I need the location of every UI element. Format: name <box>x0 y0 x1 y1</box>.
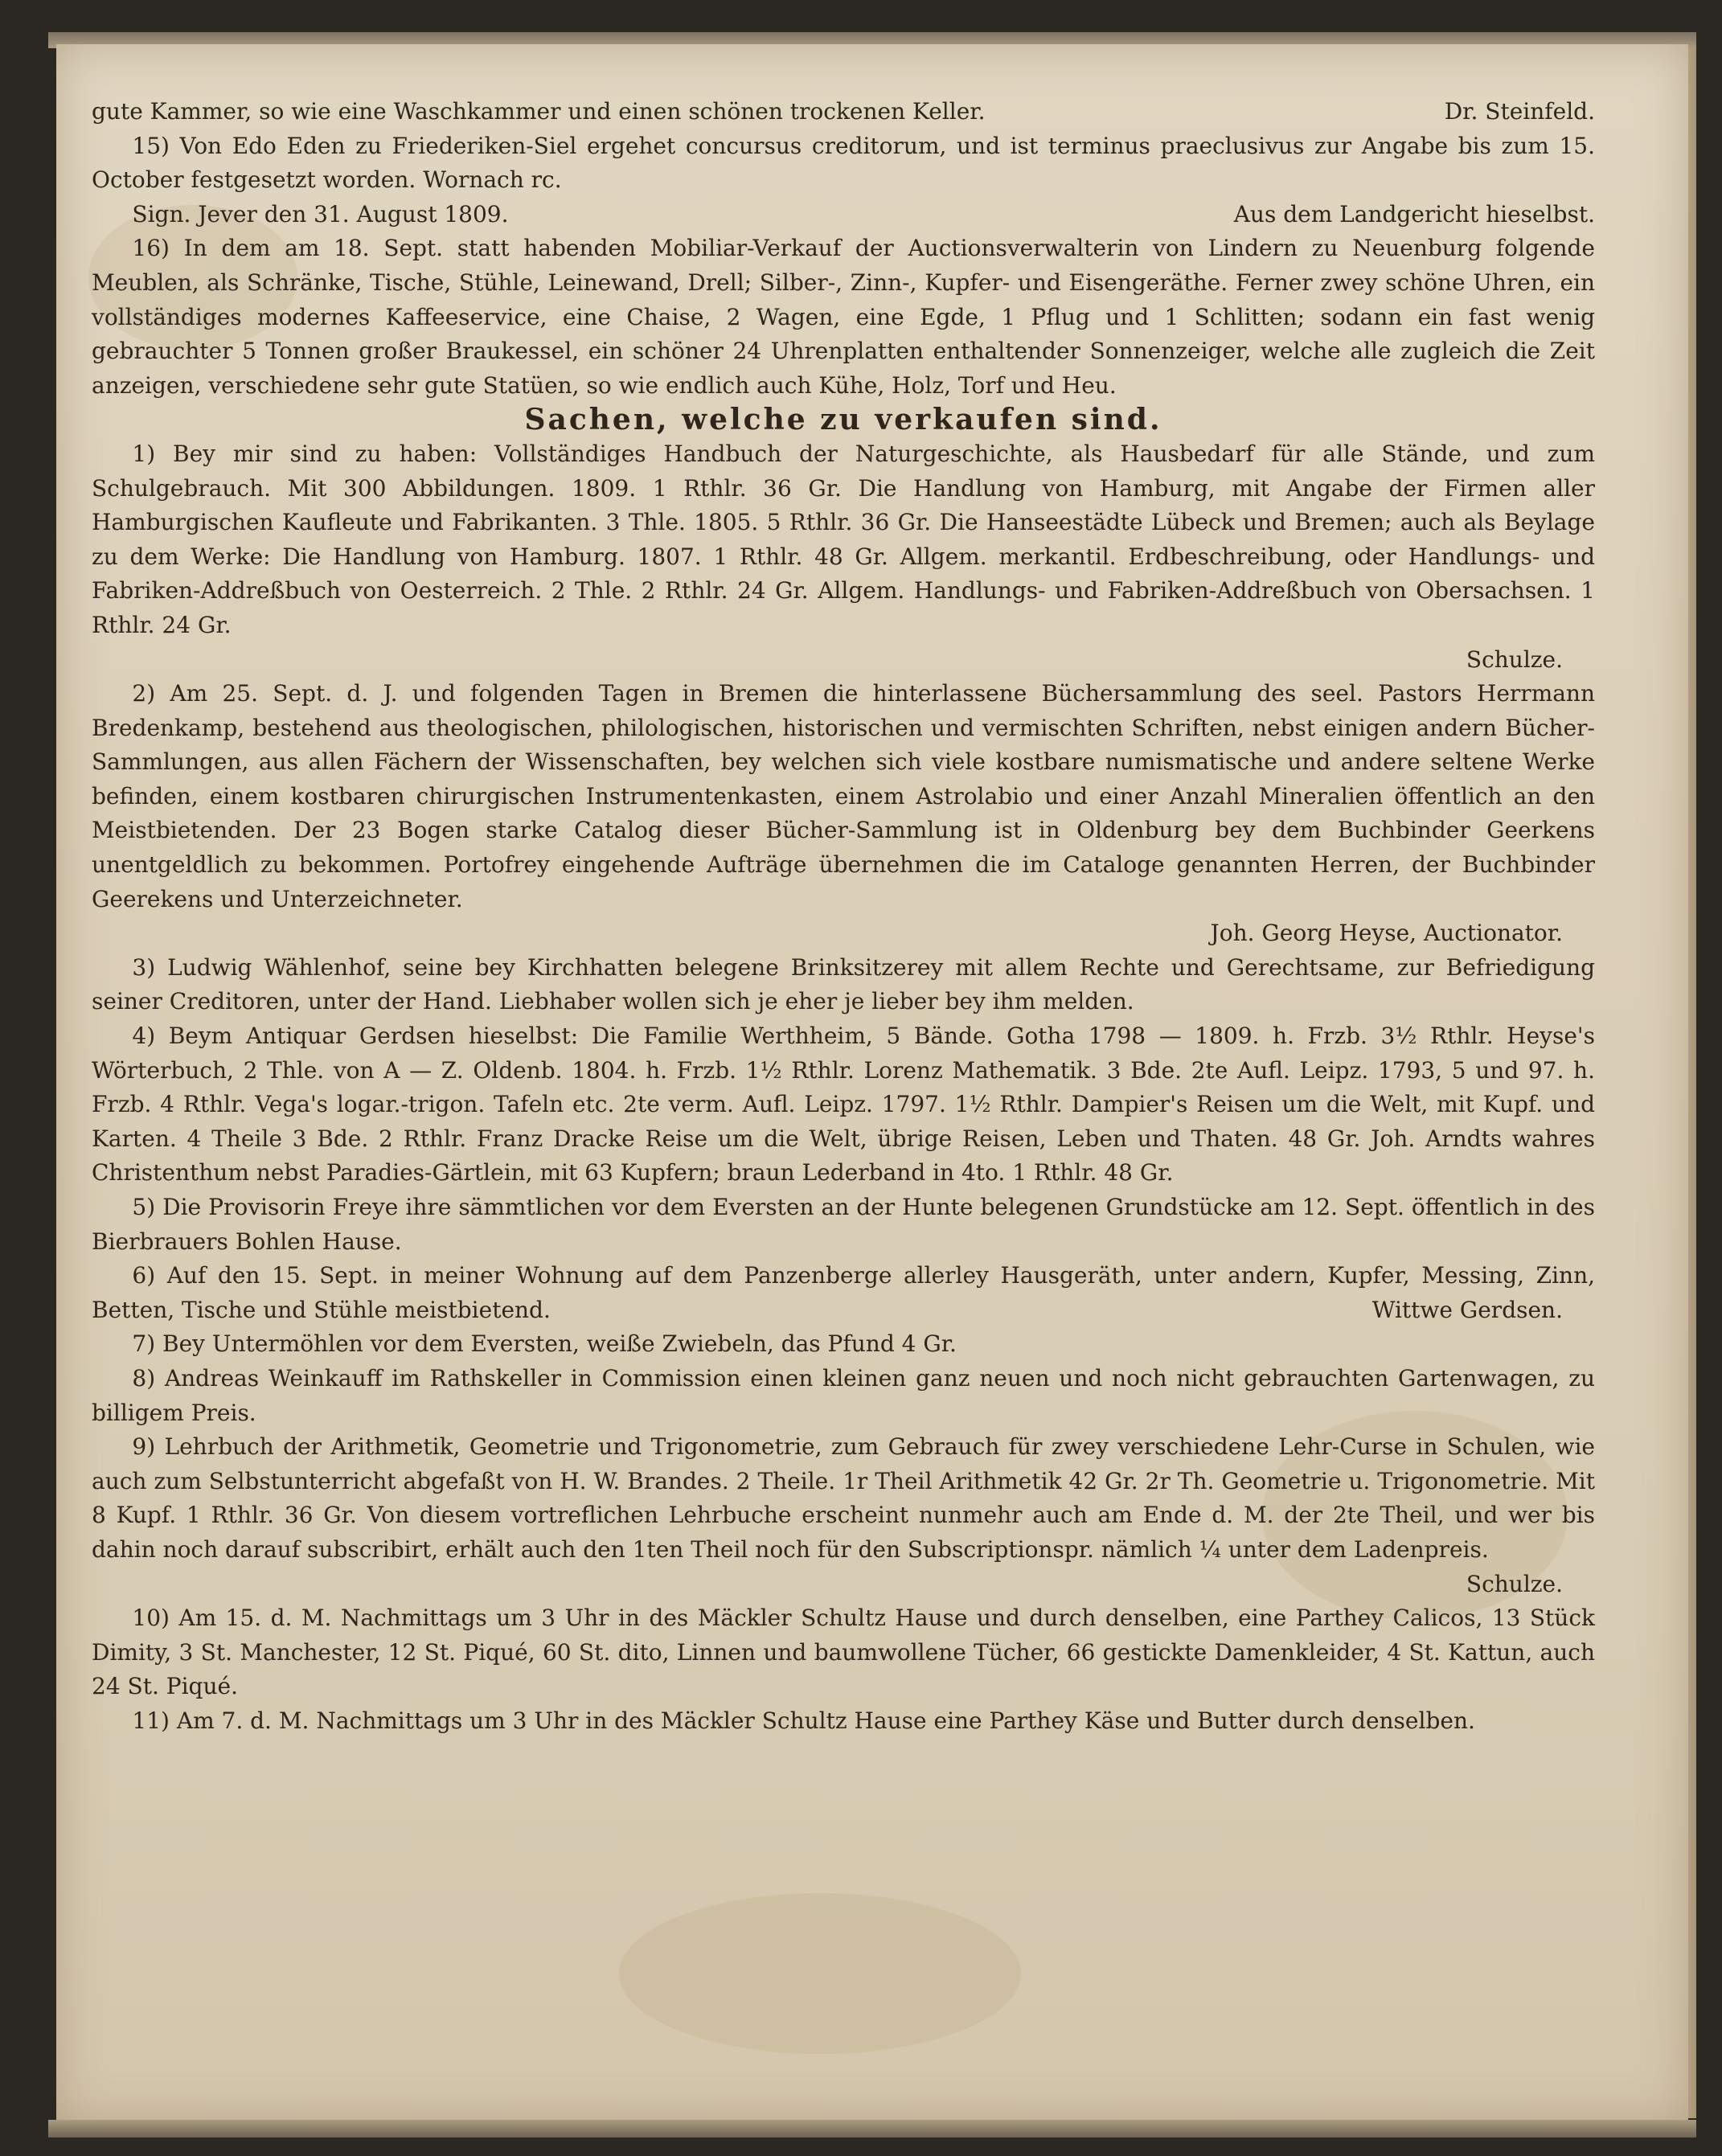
paragraph-text: 6) Auf den 15. Sept. in meiner Wohnung auf dem Panzenberge allerley Hausgeräth, unter andern, Kupfer, Messing, Zinn, Betten, Tische und Stühle meistbietend. <box>92 1262 1595 1323</box>
signature-row <box>92 198 1595 232</box>
signature-issuer: Aus dem Landgericht hieselbst. <box>1233 200 1595 227</box>
sale-item-8: 8) Andreas Weinkauff im Rathskeller in Commission einen kleinen ganz neuen und noch nicht gebrauchten Gartenwagen, zu billigem Preis. <box>92 1364 1595 1426</box>
sale-item-5: 5) Die Provisorin Freye ihre sämmtlichen vor dem Eversten an der Hunte belegenen Grundstücke am 12. Sept. öffentlich in des Bierbrauers Bohlen Hause. <box>92 1194 1595 1255</box>
signature: Dr. Steinfeld. <box>1444 98 1595 125</box>
paragraph <box>92 95 1595 129</box>
paragraph-16: 16) In dem am 18. Sept. statt habenden Mobiliar-Verkauf der Auctionsverwalterin von Lindern zu Neuenburg folgende Meublen, als Schränke, Tische, Stühle, Leinewand, Drell; Silber-, Zinn-, Kupfer- und Eisengeräthe. Ferner zwey schöne Uhren, ein vollständiges modernes Kaffeeservice, eine Chaise, 2 Wagen, eine Egde, 1 Pflug und 1 Schlitten; sodann ein fast wenig gebrauchter 5 Tonnen großer Braukessel, ein schöner 24 Uhrenplatten enthaltender Sonnenzeiger, welche alle zugleich die Zeit anzeigen, verschiedene sehr gute Statüen, so wie endlich auch Kühe, Holz, Torf und Heu. <box>92 235 1595 399</box>
document-text <box>92 95 1595 1739</box>
signature: Wittwe Gerdsen. <box>1371 1296 1563 1323</box>
paragraph-15: 15) Von Edo Eden zu Friederiken-Siel ergehet concursus creditorum, und ist terminus praeclusivus zur Angabe bis zum 15. October festgesetzt worden. Wornach rc. <box>92 132 1595 194</box>
sale-item-4: 4) Beym Antiquar Gerdsen hieselbst: Die Familie Werthheim, 5 Bände. Gotha 1798 — 1809. h. Frzb. 3½ Rthlr. Heyse's Wörterbuch, 2 Thle. von A — Z. Oldenb. 1804. h. Frzb. 1½ Rthlr. Lorenz Mathematik. 3 Bde. 2te Aufl. Leipz. 1793, 5 und 97. h. Frzb. 4 Rthlr. Vega's logar.-trigon. Tafeln etc. 2te verm. Aufl. Leipz. 1797. 1½ Rthlr. Dampier's Reisen um die Welt, mit Kupf. und Karten. 4 Theile 3 Bde. 2 Rthlr. Franz Dracke Reise um die Welt, übrige Reisen, Leben und Thaten. 48 Gr. Joh. Arndts wahres Christenthum nebst Paradies-Gärtlein, mit 63 Kupfern; braun Lederband in 4to. 1 Rthlr. 48 Gr. <box>92 1023 1595 1187</box>
signature: Joh. Georg Heyse, Auctionator. <box>1210 920 1563 947</box>
sale-item-7: 7) Bey Untermöhlen vor dem Eversten, weiße Zwiebeln, das Pfund 4 Gr. <box>132 1330 957 1358</box>
sale-item-11: 11) Am 7. d. M. Nachmittags um 3 Uhr in des Mäckler Schultz Hause eine Parthey Käse und Butter durch denselben. <box>132 1707 1475 1734</box>
signature: Schulze. <box>1466 1570 1563 1597</box>
sale-item-1: 1) Bey mir sind zu haben: Vollständiges Handbuch der Naturgeschichte, als Hausbedarf für alle Stände, und zum Schulgebrauch. Mit 300 Abbildungen. 1809. 1 Rthlr. 36 Gr. Die Handlung von Hamburg, mit Angabe der Firmen aller Hamburgischen Kaufleute und Fabrikanten. 3 Thle. 1805. 5 Rthlr. 36 Gr. Die Hanseestädte Lübeck und Bremen; auch als Beylage zu dem Werke: Die Handlung von Hamburg. 1807. 1 Rthlr. 48 Gr. Allgem. merkantil. Erdbeschreibung, oder Handlungs- und Fabriken-Addreßbuch von Oesterreich. 2 Thle. 2 Rthlr. 24 Gr. Allgem. Handlungs- und Fabriken-Addreßbuch von Obersachsen. 1 Rthlr. 24 Gr. <box>92 440 1595 638</box>
sale-item-6 <box>92 1259 1595 1327</box>
signature-date: Sign. Jever den 31. August 1809. <box>132 200 509 227</box>
paper-stain <box>619 1893 1021 2054</box>
paragraph-text: gute Kammer, so wie eine Waschkammer und einen schönen trockenen Keller. <box>92 98 986 125</box>
sale-item-9: 9) Lehrbuch der Arithmetik, Geometrie und Trigonometrie, zum Gebrauch für zwey verschiedene Lehr-Curse in Schulen, wie auch zum Selbstunterricht abgefaßt von H. W. Brandes. 2 Theile. 1r Theil Arithmetik 42 Gr. 2r Th. Geometrie u. Trigonometrie. Mit 8 Kupf. 1 Rthlr. 36 Gr. Von diesem vortreflichen Lehrbuche erscheint nunmehr auch am Ende d. M. der 2te Theil, und wer bis dahin noch darauf subscribirt, erhält auch den 1ten Theil noch für den Subscriptionspr. nämlich ¼ unter dem Ladenpreis. <box>92 1433 1595 1563</box>
sale-item-2: 2) Am 25. Sept. d. J. und folgenden Tagen in Bremen die hinterlassene Büchersammlung des seel. Pastors Herrmann Bredenkamp, bestehend aus theologischen, philologischen, historischen und vermischten Schriften, nebst einigen andern Bücher-Sammlungen, aus allen Fächern der Wissenschaften, bey welchen sich viele kostbare numismatische und andere seltene Werke befinden, einem kostbaren chirurgischen Instrumentenkasten, einem Astrolabio und einer Anzahl Mineralien öffentlich an den Meistbietenden. Der 23 Bogen starke Catalog dieser Bücher-Sammlung ist in Oldenburg bey dem Buchbinder Geerkens unentgeldlich zu bekommen. Portofrey eingehende Aufträge übernehmen die im Cataloge genannten Herren, der Buchbinder Geerekens und Unterzeichneter. <box>92 680 1595 912</box>
sale-item-10: 10) Am 15. d. M. Nachmittags um 3 Uhr in des Mäckler Schultz Hause und durch denselben, eine Parthey Calicos, 13 Stück Dimity, 3 St. Manchester, 12 St. Piqué, 60 St. dito, Linnen und baumwollene Tücher, 66 gestickte Damenkleider, 4 St. Kattun, auch 24 St. Piqué. <box>92 1605 1595 1700</box>
signature: Schulze. <box>1466 646 1563 673</box>
sale-item-3: 3) Ludwig Wählenhof, seine bey Kirchhatten belegene Brinksitzerey mit allem Rechte und Gerechtsame, zur Befriedigung seiner Creditoren, unter der Hand. Liebhaber wollen sich je eher je lieber bey ihm melden. <box>92 953 1595 1015</box>
section-heading: Sachen, welche zu verkaufen sind. <box>524 403 1162 437</box>
page-stack-bottom <box>48 2120 1696 2138</box>
block-0 <box>92 95 1595 129</box>
